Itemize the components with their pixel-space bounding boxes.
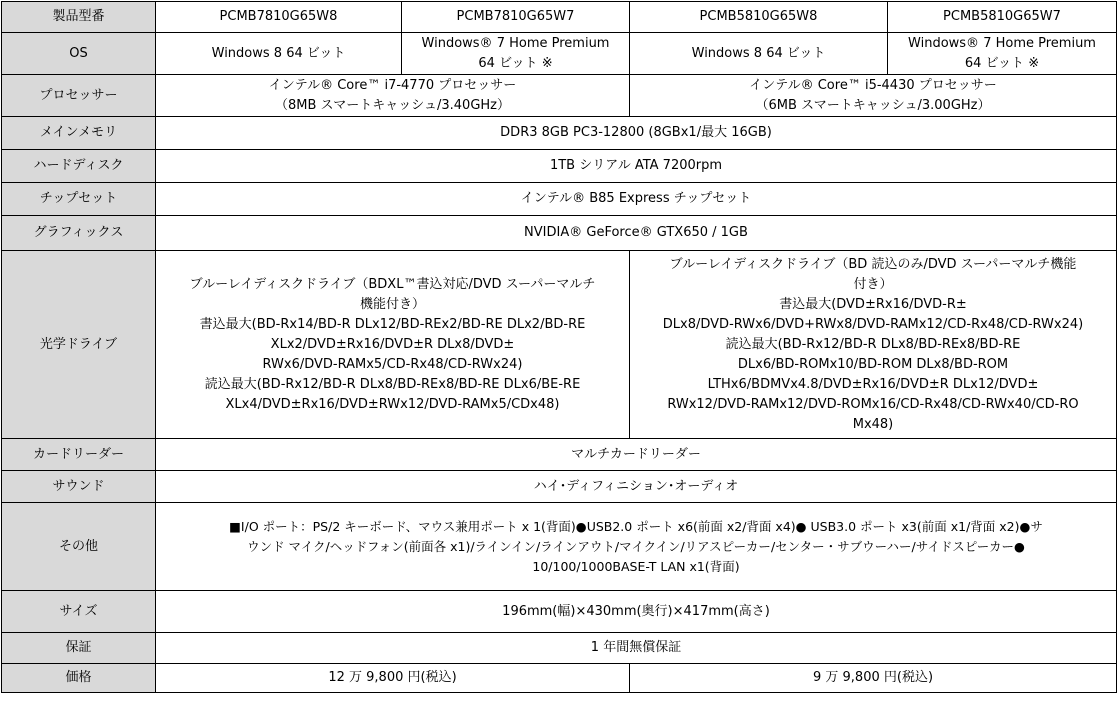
label-card-reader: カードリーダー	[2, 439, 156, 471]
row-price	[2, 664, 1117, 693]
row-graphics	[2, 216, 1117, 251]
price-i5: 9 万 9,800 円(税込)	[630, 664, 1117, 693]
model-2: PCMB7810G65W7	[402, 2, 630, 33]
row-model	[2, 2, 1117, 33]
label-warranty: 保証	[2, 633, 156, 664]
os-3: Windows 8 64 ビット	[630, 33, 888, 75]
row-memory	[2, 117, 1117, 150]
row-optical	[2, 251, 1117, 439]
row-processor	[2, 75, 1117, 117]
model-1: PCMB7810G65W8	[156, 2, 402, 33]
row-size	[2, 591, 1117, 633]
label-price: 価格	[2, 664, 156, 693]
row-other	[2, 503, 1117, 591]
label-chipset: チップセット	[2, 183, 156, 216]
size-value: 196mm(幅)×430mm(奥行)×417mm(高さ)	[156, 591, 1117, 633]
model-3: PCMB5810G65W8	[630, 2, 888, 33]
os-1: Windows 8 64 ビット	[156, 33, 402, 75]
optical-bd-read: ブルーレイディスクドライブ（BD 読込のみ/DVD スーパーマルチ機能 付き） 書込最大(DVD±Rx16/DVD-R± DLx8/DVD-RWx6/DVD+RWx8/DVD-RAMx12/CD-Rx48/CD-RWx24) 読込最大(BD-Rx12/BD-R DLx8/BD-REx8/BD-RE DLx6/BD-ROMx10/BD-ROM DLx8/BD-ROM LTHx6/BDMVx4.8/DVD±Rx16/DVD±R DLx12/DVD± RWx12/DVD-RAMx12/DVD-ROMx16/CD-Rx48/CD-RWx40/CD-RO Mx48)	[630, 251, 1117, 439]
sound-value: ハイ･ディフィニション･オーディオ	[156, 471, 1117, 503]
row-card-reader	[2, 439, 1117, 471]
label-model: 製品型番	[2, 2, 156, 33]
label-optical: 光学ドライブ	[2, 251, 156, 439]
processor-i7: インテル® Core™ i7-4770 プロセッサー （8MB スマートキャッシュ/3.40GHz）	[156, 75, 630, 117]
price-i7: 12 万 9,800 円(税込)	[156, 664, 630, 693]
os-4: Windows® 7 Home Premium 64 ビット ※	[888, 33, 1117, 75]
other-value: ■I/O ポート：PS/2 キーボード、マウス兼用ポート x 1(背面)●USB2.0 ポート x6(前面 x2/背面 x4)● USB3.0 ポート x3(前面 x1/背面 x2)●サ ウンド マイク/ヘッドフォン(前面各 x1)/ラインイン/ラインアウト/マイクイン/リアスピーカー/センター・サブウーハー/サイドスピーカー● 10/100/1000BASE-T LAN x1(背面)	[156, 503, 1117, 591]
label-processor: プロセッサー	[2, 75, 156, 117]
os-2: Windows® 7 Home Premium 64 ビット ※	[402, 33, 630, 75]
model-4: PCMB5810G65W7	[888, 2, 1117, 33]
memory-value: DDR3 8GB PC3-12800 (8GBx1/最大 16GB)	[156, 117, 1117, 150]
label-graphics: グラフィックス	[2, 216, 156, 251]
processor-i5: インテル® Core™ i5-4430 プロセッサー （6MB スマートキャッシュ/3.00GHz）	[630, 75, 1117, 117]
card-reader-value: マルチカードリーダー	[156, 439, 1117, 471]
warranty-value: 1 年間無償保証	[156, 633, 1117, 664]
row-warranty	[2, 633, 1117, 664]
graphics-value: NVIDIA® GeForce® GTX650 / 1GB	[156, 216, 1117, 251]
row-hdd	[2, 150, 1117, 183]
spec-table	[1, 1, 1117, 693]
optical-bdxl: ブルーレイディスクドライブ（BDXL™書込対応/DVD スーパーマルチ 機能付き） 書込最大(BD-Rx14/BD-R DLx12/BD-REx2/BD-RE DLx2/BD-RE XLx2/DVD±Rx16/DVD±R DLx8/DVD± RWx6/DVD-RAMx5/CD-Rx48/CD-RWx24) 読込最大(BD-Rx12/BD-R DLx8/BD-REx8/BD-RE DLx6/BE-RE XLx4/DVD±Rx16/DVD±RWx12/DVD-RAMx5/CDx48)	[156, 251, 630, 439]
label-other: その他	[2, 503, 156, 591]
hdd-value: 1TB シリアル ATA 7200rpm	[156, 150, 1117, 183]
chipset-value: インテル® B85 Express チップセット	[156, 183, 1117, 216]
label-sound: サウンド	[2, 471, 156, 503]
label-hdd: ハードディスク	[2, 150, 156, 183]
label-memory: メインメモリ	[2, 117, 156, 150]
row-sound	[2, 471, 1117, 503]
row-os	[2, 33, 1117, 75]
label-size: サイズ	[2, 591, 156, 633]
row-chipset	[2, 183, 1117, 216]
label-os: OS	[2, 33, 156, 75]
